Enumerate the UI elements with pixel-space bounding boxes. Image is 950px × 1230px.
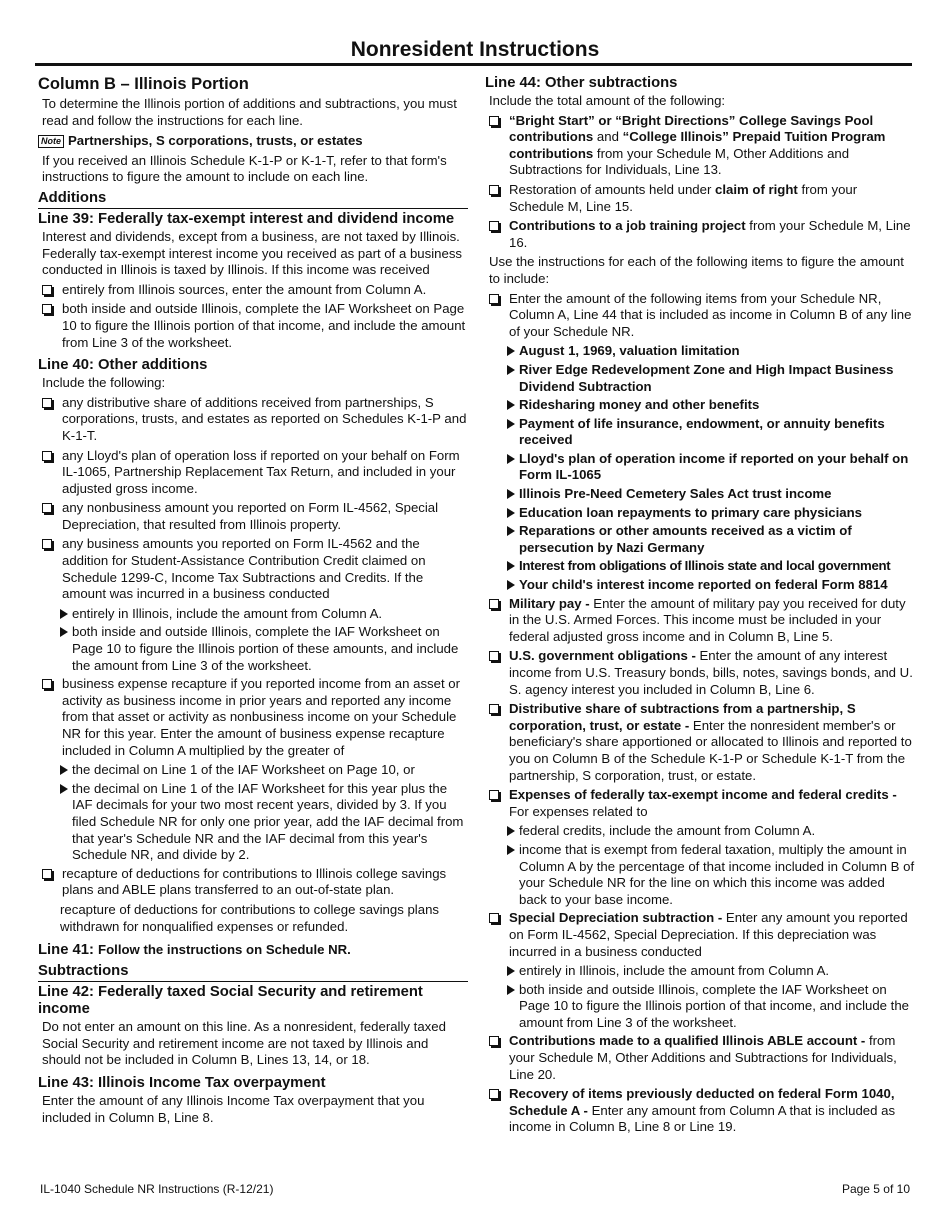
- arrow-item: August 1, 1969, valuation limitation: [507, 343, 915, 360]
- line-39-text: Interest and dividends, except from a business, are not taxed by Illinois. Federally tax-exempt interest income you received as part of a business conducted in Illinois is taxed by Illinois. If this income was received: [42, 228, 463, 278]
- checkbox-item: Expenses of federally tax-exempt income and federal credits - For expenses related to: [487, 787, 915, 820]
- arrow-item: Illinois Pre-Need Cemetery Sales Act trust income: [507, 486, 915, 503]
- checkbox-item: Restoration of amounts held under claim of right from your Schedule M, Line 15.: [487, 182, 915, 215]
- arrow-item: entirely in Illinois, include the amount from Column A.: [507, 963, 915, 980]
- arrow-item: federal credits, include the amount from Column A.: [507, 823, 915, 840]
- line-42-text: Do not enter an amount on this line. As a nonresident, federally taxed Social Security and retirement income are not taxed by Illinois and should not be included in Column B, Lines 13, 14, or 18.: [42, 1019, 446, 1068]
- checkbox-item: both inside and outside Illinois, complete the IAF Worksheet on Page 10 to figure the Illinois portion of that income, and include the amount from Line 3 of the worksheet.: [40, 301, 468, 351]
- footer-form-id: IL-1040 Schedule NR Instructions (R-12/21): [40, 1182, 274, 1196]
- arrow-item: Education loan repayments to primary care physicians: [507, 505, 915, 522]
- line-44-intro: Include the total amount of the following:: [489, 93, 726, 108]
- checkbox-item: Contributions made to a qualified Illinois ABLE account - from your Schedule M, Other Additions and Subtractions for Individuals, Line 20.: [487, 1033, 915, 1083]
- arrow-item: Payment of life insurance, endowment, or annuity benefits received: [507, 416, 915, 449]
- page-title: Nonresident Instructions: [350, 38, 600, 61]
- checkbox-item: any nonbusiness amount you reported on Form IL-4562, Special Depreciation, that resulted from Illinois property.: [40, 500, 468, 533]
- note-icon: Note: [38, 135, 64, 148]
- subtractions-heading: Subtractions: [38, 963, 468, 982]
- checkbox-item: Special Depreciation subtraction - Enter any amount you reported on Form IL-4562, Special Depreciation. If this depreciation was incurred in a business conducted: [487, 910, 915, 960]
- line-40-extra-text: recapture of deductions for contributions to college savings plans withdrawn for nonqualified expenses or refunded.: [60, 901, 439, 934]
- arrow-item: both inside and outside Illinois, complete the IAF Worksheet on Page 10 to figure the Illinois portion of that income, and include the amount from Line 3 of the worksheet.: [507, 982, 915, 1032]
- column-b-heading: Column B – Illinois Portion: [38, 75, 249, 93]
- arrow-item: Ridesharing money and other benefits: [507, 397, 915, 414]
- additions-heading: Additions: [38, 190, 468, 209]
- line-40-heading: Line 40: Other additions: [38, 357, 208, 374]
- line-40-intro: Include the following:: [42, 375, 166, 391]
- left-column: [38, 75, 468, 1129]
- arrow-item: entirely in Illinois, include the amount from Column A.: [60, 606, 468, 623]
- title-rule: [35, 63, 912, 66]
- line-43-heading: Line 43: Illinois Income Tax overpayment: [38, 1074, 326, 1091]
- checkbox-item: Recovery of items previously deducted on federal Form 1040, Schedule A - Enter any amount from Column A that is included as income in Column B, Line 8 or Line 19.: [487, 1086, 915, 1136]
- note-text: If you received an Illinois Schedule K-1-P or K-1-T, refer to that form's instructions to figure the amount to include on each line.: [42, 152, 447, 185]
- checkbox-item: any business amounts you reported on Form IL-4562 and the addition for Student-Assistance Contribution Credit claimed on Schedule 1299-C, Income Tax Subtractions and Credits. If the amount was incurred in a business conducted: [40, 536, 468, 602]
- line-39-heading: Line 39: Federally tax-exempt interest and dividend income: [38, 210, 455, 227]
- arrow-item: Reparations or other amounts received as a victim of persecution by Nazi Germany: [507, 523, 915, 556]
- arrow-item: Interest from obligations of Illinois state and local government: [507, 558, 915, 575]
- arrow-item: the decimal on Line 1 of the IAF Worksheet for this year plus the IAF decimals for your two most recent years, divided by 3. If you filed Schedule NR for only one prior year, add the IAF decimal from that year's Schedule NR and the IAF decimal from this year's Schedule NR, and divide by 2.: [60, 781, 468, 864]
- checkbox-item: Military pay - Enter the amount of military pay you received for duty in the U.S. Armed Forces. This income must be included in your federal adjusted gross income and in Column B, Line 5.: [487, 596, 915, 646]
- checkbox-item: U.S. government obligations - Enter the amount of any interest income from U.S. Treasury bonds, bills, notes, savings bonds, and U. S. agency interest you included in Column B, Line 6.: [487, 648, 915, 698]
- checkbox-item: business expense recapture if you reported income from an asset or activity as business income in prior years and reported any income from that asset or activity as nonbusiness income on your Schedule NR for this year. Enter the amount of business expense recapture included in Column A multiplied by the greater of: [40, 676, 468, 759]
- checkbox-item: Distributive share of subtractions from a partnership, S corporation, trust, or estate - Enter the nonresident member's or beneficiary's share apportioned or allocated to Illinois and reported to you on Column B of the Schedule K-1-P or Schedule K-1-T from the partnership, S corporation, trust, or estate.: [487, 701, 915, 784]
- arrow-item: both inside and outside Illinois, complete the IAF Worksheet on Page 10 to figure the Illinois portion of these amounts, and include the amount from Line 3 of the worksheet.: [60, 624, 468, 674]
- checkbox-item: entirely from Illinois sources, enter the amount from Column A.: [40, 282, 468, 299]
- right-column: [485, 75, 915, 1139]
- checkbox-item: any distributive share of additions received from partnerships, S corporations, trusts, and estates as reported on Schedules K-1-P and K-1-T.: [40, 395, 468, 445]
- use-instructions-text: Use the instructions for each of the following items to figure the amount to include:: [489, 254, 904, 286]
- column-b-intro: To determine the Illinois portion of additions and subtractions, you must read and follow the instructions for each line.: [42, 96, 457, 128]
- arrow-item: income that is exempt from federal taxation, multiply the amount in Column A by the percentage of that income included in Column B of your Schedule NR for the line on which this income was added back to your base income.: [507, 842, 915, 908]
- arrow-item: River Edge Redevelopment Zone and High Impact Business Dividend Subtraction: [507, 362, 915, 395]
- line-42-heading: Line 42: Federally taxed Social Security and retirement income: [38, 984, 423, 1018]
- line-41-heading: Line 41: Follow the instructions on Schedule NR.: [38, 942, 351, 959]
- checkbox-item: Enter the amount of the following items from your Schedule NR, Column A, Line 44 that is included as income in Column B of any line of your Schedule NR.: [487, 291, 915, 341]
- checkbox-item: any Lloyd's plan of operation loss if reported on your behalf on Form IL-1065, Partnership Replacement Tax Return, and included in your adjusted gross income.: [40, 448, 468, 498]
- checkbox-item: Contributions to a job training project from your Schedule M, Line 16.: [487, 218, 915, 251]
- arrow-item: Lloyd's plan of operation income if reported on your behalf on Form IL-1065: [507, 451, 915, 484]
- checkbox-item: “Bright Start” or “Bright Directions” College Savings Pool contributions and “College Illinois” Prepaid Tuition Program contributions from your Schedule M, Other Additions and Subtractions for Individuals, Line 13.: [487, 113, 915, 179]
- line-43-text: Enter the amount of any Illinois Income Tax overpayment that you included in Column B, Line 8.: [42, 1092, 425, 1125]
- note-heading: Note Partnerships, S corporations, trusts, or estates: [38, 133, 468, 150]
- line-44-heading: Line 44: Other subtractions: [485, 75, 678, 91]
- checkbox-item: recapture of deductions for contributions to Illinois college savings plans and ABLE plans transferred to an out-of-state plan.: [40, 866, 468, 899]
- arrow-item: the decimal on Line 1 of the IAF Worksheet on Page 10, or: [60, 762, 468, 779]
- footer-page-number: Page 5 of 10: [841, 1182, 910, 1196]
- arrow-item: Your child's interest income reported on federal Form 8814: [507, 577, 915, 594]
